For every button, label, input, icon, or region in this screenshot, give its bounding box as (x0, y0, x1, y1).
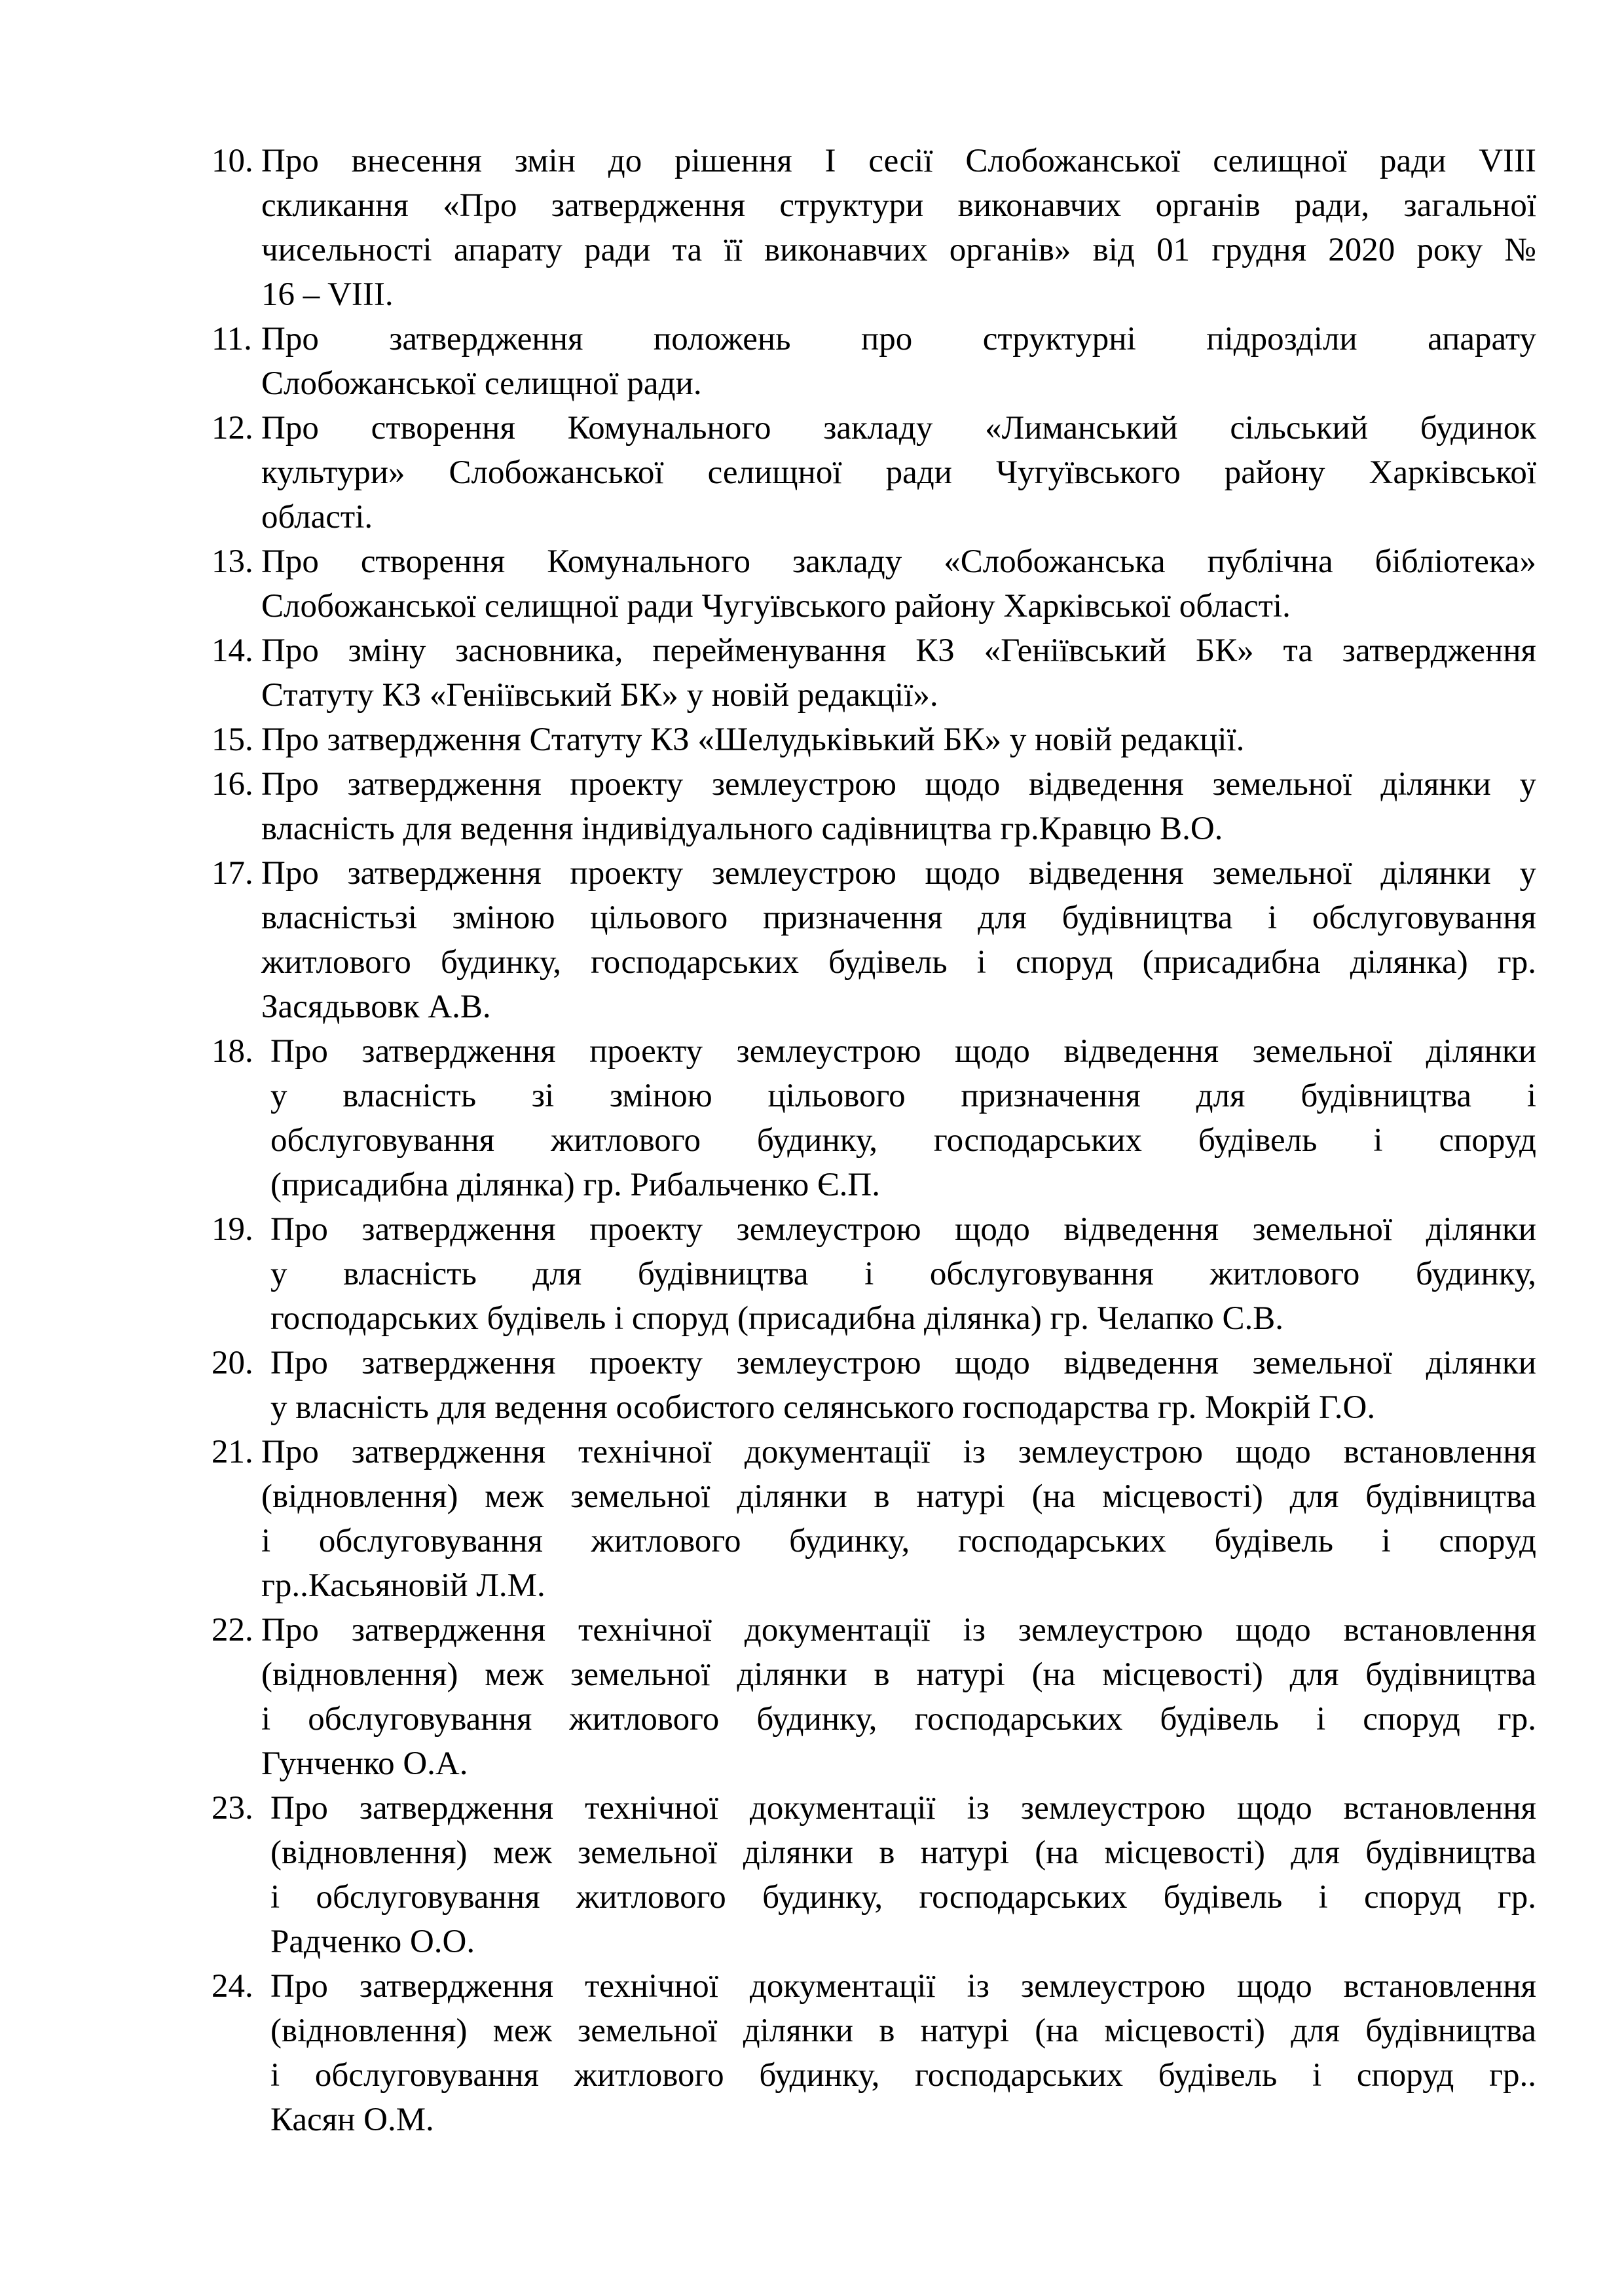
agenda-item-continuation-line (212, 361, 1536, 406)
agenda-item (212, 539, 1536, 629)
agenda-item-first-line (212, 718, 1536, 762)
indent-spacer (212, 1697, 261, 1741)
agenda-item (212, 406, 1536, 539)
agenda-item-text-line: у власність зі зміною цільового призначення для будівництва і (270, 1078, 1536, 1114)
agenda-item (212, 139, 1536, 317)
indent-spacer (212, 1118, 270, 1163)
agenda-item-text-line: Касян О.М. (270, 2102, 434, 2138)
agenda-item-text-line: (відновлення) меж земельної ділянки в натурі (на місцевості) для будівництва (270, 1834, 1536, 1871)
agenda-item-text-line: Про затвердження положень про структурні підрозділи апарату (261, 321, 1536, 357)
agenda-item (212, 317, 1536, 406)
indent-spacer (212, 1920, 270, 1964)
agenda-item-first-line (212, 1964, 1536, 2009)
indent-spacer (212, 495, 261, 539)
agenda-item-text-line: і обслуговування житлового будинку, господарських будівель і споруд (261, 1523, 1536, 1559)
indent-spacer (212, 1652, 261, 1697)
agenda-item-number: 19. (212, 1211, 253, 1248)
agenda-item-continuation-line (212, 1296, 1536, 1341)
agenda-item-text-line: і обслуговування житлового будинку, господарських будівель і споруд гр. (261, 1701, 1536, 1738)
agenda-item-number: 24. (212, 1968, 253, 2005)
agenda-item-text-line: Про внесення змін до рішення І сесії Слобожанської селищної ради VIII (261, 143, 1536, 179)
agenda-item-continuation-line (212, 1519, 1536, 1563)
agenda-item-text-line: і обслуговування житлового будинку, господарських будівель і споруд гр.. (270, 2057, 1536, 2094)
indent-spacer (212, 1563, 261, 1608)
agenda-item-continuation-line (212, 1252, 1536, 1296)
indent-spacer (212, 940, 261, 985)
agenda-item-text-line: (присадибна ділянка) гр. Рибальченко Є.П. (270, 1167, 880, 1203)
agenda-item-first-line (212, 1786, 1536, 1831)
agenda-item-first-line (212, 1207, 1536, 1252)
agenda-item-continuation-line (212, 985, 1536, 1029)
agenda-item-continuation-line (212, 1831, 1536, 1875)
indent-spacer (212, 1074, 270, 1118)
agenda-item-number: 14. (212, 632, 253, 669)
agenda-item-text-line: 16 – VIII. (261, 276, 394, 313)
agenda-item-first-line (212, 139, 1536, 183)
agenda-item-text-line: Слобожанської селищної ради Чугуївського району Харківської області. (261, 588, 1291, 625)
agenda-item-first-line (212, 317, 1536, 361)
agenda-item-first-line (212, 762, 1536, 807)
agenda-item (212, 629, 1536, 718)
indent-spacer (212, 1519, 261, 1563)
agenda-item-continuation-line (212, 1652, 1536, 1697)
agenda-item (212, 1964, 1536, 2142)
agenda-item-text-line: Про створення Комунального закладу «Лиманський сільський будинок (261, 410, 1536, 446)
agenda-item-text-line: Про затвердження проекту землеустрою щодо відведення земельної ділянки у (261, 855, 1536, 892)
agenda-item-continuation-line (212, 896, 1536, 940)
indent-spacer (212, 896, 261, 940)
indent-spacer (212, 228, 261, 272)
agenda-item-first-line (212, 1608, 1536, 1652)
agenda-item-continuation-line (212, 2053, 1536, 2098)
indent-spacer (212, 450, 261, 495)
agenda-item (212, 1786, 1536, 1964)
agenda-item-text-line: (відновлення) меж земельної ділянки в натурі (на місцевості) для будівництва (261, 1656, 1536, 1693)
indent-spacer (212, 272, 261, 317)
agenda-item-text-line: Статуту КЗ «Геніївський БК» у новій редакції». (261, 677, 938, 714)
indent-spacer (212, 1252, 270, 1296)
agenda-item-text-line: Про затвердження проекту землеустрою щодо відведення земельної ділянки (270, 1033, 1536, 1070)
agenda-item-text-line: Про затвердження технічної документації із землеустрою щодо встановлення (270, 1790, 1536, 1827)
agenda-item-text-line: у власність для будівництва і обслуговування житлового будинку, (270, 1256, 1536, 1292)
agenda-item-text-line: скликання «Про затвердження структури виконавчих органів ради, загальної (261, 187, 1536, 224)
agenda-item-text-line: Радченко О.О. (270, 1923, 475, 1960)
agenda-item-number: 21. (212, 1434, 253, 1470)
agenda-item-continuation-line (212, 1920, 1536, 1964)
indent-spacer (212, 807, 261, 851)
agenda-item-first-line (212, 539, 1536, 584)
agenda-item-text-line: Про затвердження проекту землеустрою щодо відведення земельної ділянки у (261, 766, 1536, 803)
agenda-item-text-line: (відновлення) меж земельної ділянки в натурі (на місцевості) для будівництва (261, 1478, 1536, 1515)
agenda-item-text-line: Про затвердження технічної документації із землеустрою щодо встановлення (261, 1434, 1536, 1470)
agenda-item-text-line: області. (261, 499, 373, 536)
indent-spacer (212, 1296, 270, 1341)
agenda-item-text-line: і обслуговування житлового будинку, господарських будівель і споруд гр. (270, 1879, 1536, 1916)
indent-spacer (212, 985, 261, 1029)
indent-spacer (212, 1163, 270, 1207)
agenda-item-text-line: Про зміну засновника, перейменування КЗ «Геніївський БК» та затвердження (261, 632, 1536, 669)
agenda-item-number: 13. (212, 543, 253, 580)
agenda-item-number: 18. (212, 1033, 253, 1070)
agenda-item-first-line (212, 406, 1536, 450)
agenda-item-text-line: житлового будинку, господарських будівель і споруд (присадибна ділянка) гр. (261, 944, 1536, 981)
agenda-item-continuation-line (212, 1385, 1536, 1430)
agenda-item-continuation-line (212, 228, 1536, 272)
agenda-item-continuation-line (212, 807, 1536, 851)
agenda-item (212, 1029, 1536, 1207)
agenda-item (212, 1430, 1536, 1608)
agenda-item-first-line (212, 1029, 1536, 1074)
agenda-item-continuation-line (212, 1563, 1536, 1608)
indent-spacer (212, 361, 261, 406)
indent-spacer (212, 1875, 270, 1920)
agenda-item (212, 1207, 1536, 1341)
agenda-item-continuation-line (212, 1118, 1536, 1163)
indent-spacer (212, 1831, 270, 1875)
indent-spacer (212, 1474, 261, 1519)
agenda-item-text-line: (відновлення) меж земельної ділянки в натурі (на місцевості) для будівництва (270, 2013, 1536, 2049)
agenda-item-text-line: Слобожанської селищної ради. (261, 365, 702, 402)
agenda-item-continuation-line (212, 272, 1536, 317)
agenda-item-continuation-line (212, 2009, 1536, 2053)
indent-spacer (212, 1385, 270, 1430)
agenda-item-text-line: Засядьвовк А.В. (261, 989, 491, 1025)
agenda-item-continuation-line (212, 1741, 1536, 1786)
document-page (212, 139, 1536, 2142)
indent-spacer (212, 2053, 270, 2098)
agenda-item-number: 15. (212, 721, 253, 758)
agenda-item-number: 12. (212, 410, 253, 446)
agenda-item-number: 17. (212, 855, 253, 892)
agenda-item-text-line: Гунченко О.А. (261, 1745, 468, 1782)
indent-spacer (212, 2098, 270, 2142)
agenda-item (212, 1608, 1536, 1786)
agenda-item-text-line: Про створення Комунального закладу «Слобожанська публічна бібліотека» (261, 543, 1536, 580)
agenda-item-continuation-line (212, 183, 1536, 228)
agenda-item-text-line: Про затвердження проекту землеустрою щодо відведення земельної ділянки (270, 1211, 1536, 1248)
agenda-item-text-line: Про затвердження технічної документації із землеустрою щодо встановлення (270, 1968, 1536, 2005)
indent-spacer (212, 1741, 261, 1786)
agenda-item-text-line: гр..Касьяновій Л.М. (261, 1567, 545, 1604)
agenda-item-continuation-line (212, 1875, 1536, 1920)
agenda-item-continuation-line (212, 450, 1536, 495)
agenda-item-first-line (212, 1430, 1536, 1474)
agenda-item-first-line (212, 1341, 1536, 1385)
agenda-item-number: 10. (212, 143, 253, 179)
agenda-item-first-line (212, 629, 1536, 673)
indent-spacer (212, 2009, 270, 2053)
indent-spacer (212, 673, 261, 718)
agenda-item-continuation-line (212, 673, 1536, 718)
agenda-item-continuation-line (212, 495, 1536, 539)
indent-spacer (212, 183, 261, 228)
agenda-item-text-line: Про затвердження проекту землеустрою щодо відведення земельної ділянки (270, 1345, 1536, 1381)
agenda-item-first-line (212, 851, 1536, 896)
agenda-item-text-line: Про затвердження технічної документації із землеустрою щодо встановлення (261, 1612, 1536, 1649)
agenda-item-continuation-line (212, 1474, 1536, 1519)
agenda-item-text-line: чисельності апарату ради та її виконавчих органів» від 01 грудня 2020 року № (261, 232, 1536, 268)
agenda-item-number: 20. (212, 1345, 253, 1381)
agenda-item (212, 718, 1536, 762)
agenda-item-text-line: у власність для ведення особистого селянського господарства гр. Мокрій Г.О. (270, 1389, 1376, 1426)
agenda-item (212, 762, 1536, 851)
agenda-item-text-line: Про затвердження Статуту КЗ «Шелудьківький БК» у новій редакції. (261, 721, 1245, 758)
agenda-item-number: 16. (212, 766, 253, 803)
agenda-item-text-line: господарських будівель і споруд (присадибна ділянка) гр. Челапко С.В. (270, 1300, 1284, 1337)
agenda-item-continuation-line (212, 584, 1536, 629)
agenda-item (212, 851, 1536, 1029)
agenda-item-continuation-line (212, 1163, 1536, 1207)
agenda-item-number: 22. (212, 1612, 253, 1649)
agenda-item-number: 11. (212, 321, 252, 357)
agenda-item-continuation-line (212, 1697, 1536, 1741)
agenda-item-number: 23. (212, 1790, 253, 1827)
agenda-item-continuation-line (212, 940, 1536, 985)
agenda-item (212, 1341, 1536, 1430)
indent-spacer (212, 584, 261, 629)
agenda-item-text-line: обслуговування житлового будинку, господарських будівель і споруд (270, 1122, 1536, 1159)
agenda-item-text-line: власністьзі зміною цільового призначення для будівництва і обслуговування (261, 900, 1536, 936)
agenda-item-text-line: власність для ведення індивідуального садівництва гр.Кравцю В.О. (261, 811, 1223, 847)
agenda-item-text-line: культури» Слобожанської селищної ради Чугуївського району Харківської (261, 454, 1536, 491)
agenda-item-continuation-line (212, 2098, 1536, 2142)
agenda-item-continuation-line (212, 1074, 1536, 1118)
